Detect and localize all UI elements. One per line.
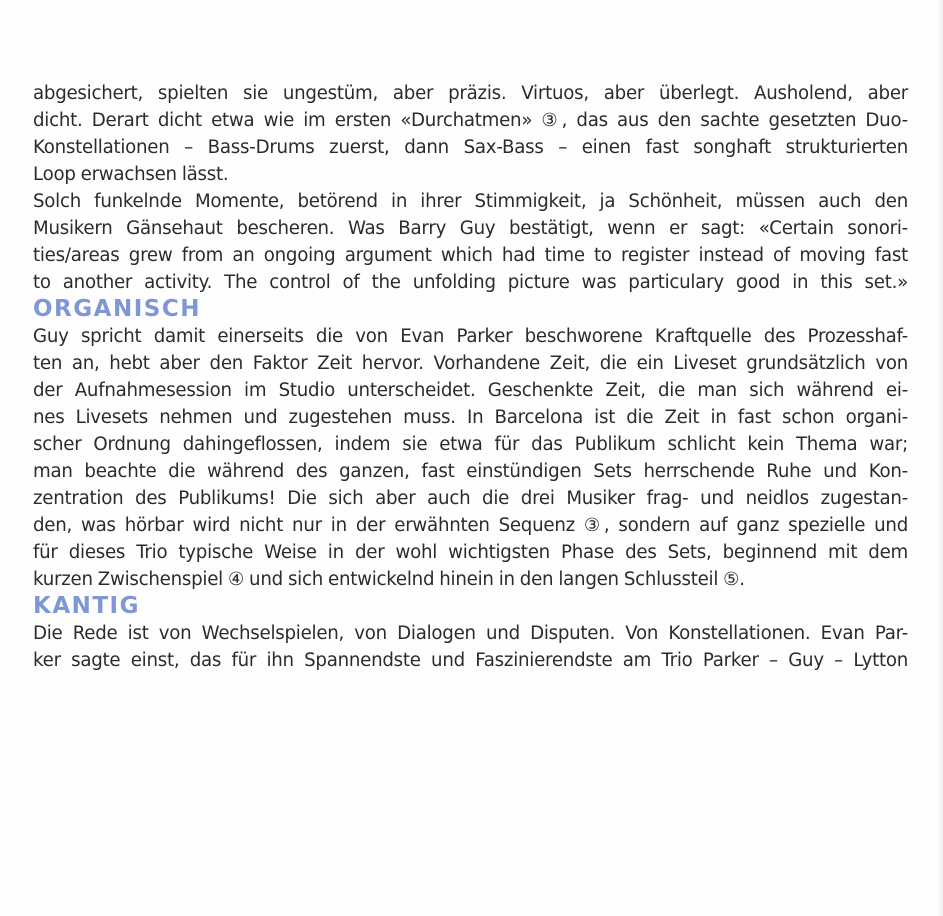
- text-line: den, was hörbar wird nicht nur in der erwähnten Sequenz ③, sondern auf ganz spezielle und: [33, 515, 908, 536]
- text-line: ten an, hebt aber den Faktor Zeit hervor. Vorhandene Zeit, die ein Liveset grundsätzlich von: [33, 353, 908, 374]
- text-line: Guy spricht damit einerseits die von Evan Parker beschworene Kraftquelle des Prozesshaf-: [33, 326, 908, 347]
- paragraph-1: [33, 80, 908, 188]
- text-line: scher Ordnung dahingeflossen, indem sie etwa für das Publikum schlicht kein Thema war;: [33, 434, 908, 455]
- text-line: kurzen Zwischenspiel ④ und sich entwickelnd hinein in den langen Schlussteil ⑤.: [33, 569, 745, 590]
- text-line: Loop erwachsen lässt.: [33, 164, 229, 185]
- text-line: für dieses Trio typische Weise in der wohl wichtigsten Phase des Sets, beginnend mit dem: [33, 542, 908, 563]
- text-line: man beachte die während des ganzen, fast einstündigen Sets herrschende Ruhe und Kon-: [33, 461, 908, 482]
- body-text: [33, 80, 908, 674]
- page-edge-shadow: [937, 0, 943, 916]
- text-line: nes Livesets nehmen und zugestehen muss. In Barcelona ist die Zeit in fast schon organi-: [33, 407, 908, 428]
- section-heading-kantig: KANTIG: [33, 593, 140, 619]
- paragraph-3: [33, 323, 908, 593]
- text-line: Musikern Gänsehaut bescheren. Was Barry Guy bestätigt, wenn er sagt: «Certain sonori-: [33, 218, 908, 239]
- text-line: Solch funkelnde Momente, betörend in ihrer Stimmigkeit, ja Schönheit, müssen auch den: [33, 191, 908, 212]
- paragraph-4: [33, 620, 908, 674]
- text-line: dicht. Derart dicht etwa wie im ersten «Durchatmen» ③, das aus den sachte gesetzten Duo-: [33, 110, 908, 131]
- text-line: der Aufnahmesession im Studio unterscheidet. Geschenkte Zeit, die man sich während ei-: [33, 380, 908, 401]
- text-line: Die Rede ist von Wechselspielen, von Dialogen und Disputen. Von Konstellationen. Evan Par-: [33, 623, 908, 644]
- text-line: ker sagte einst, das für ihn Spannendste und Faszinierendste am Trio Parker – Guy – Lytton: [33, 650, 908, 671]
- text-line: ties/areas grew from an ongoing argument which had time to register instead of moving fast: [33, 245, 908, 266]
- text-line: to another activity. The control of the unfolding picture was particulary good in this set.»: [33, 272, 908, 293]
- text-line: Konstellationen – Bass-Drums zuerst, dann Sax-Bass – einen fast songhaft strukturierten: [33, 137, 908, 158]
- paragraph-2: [33, 188, 908, 296]
- section-heading-organisch: ORGANISCH: [33, 296, 201, 322]
- text-line: abgesichert, spielten sie ungestüm, aber präzis. Virtuos, aber überlegt. Ausholend, aber: [33, 83, 908, 104]
- text-line: zentration des Publikums! Die sich aber auch die drei Musiker frag- und neidlos zugestan-: [33, 488, 908, 509]
